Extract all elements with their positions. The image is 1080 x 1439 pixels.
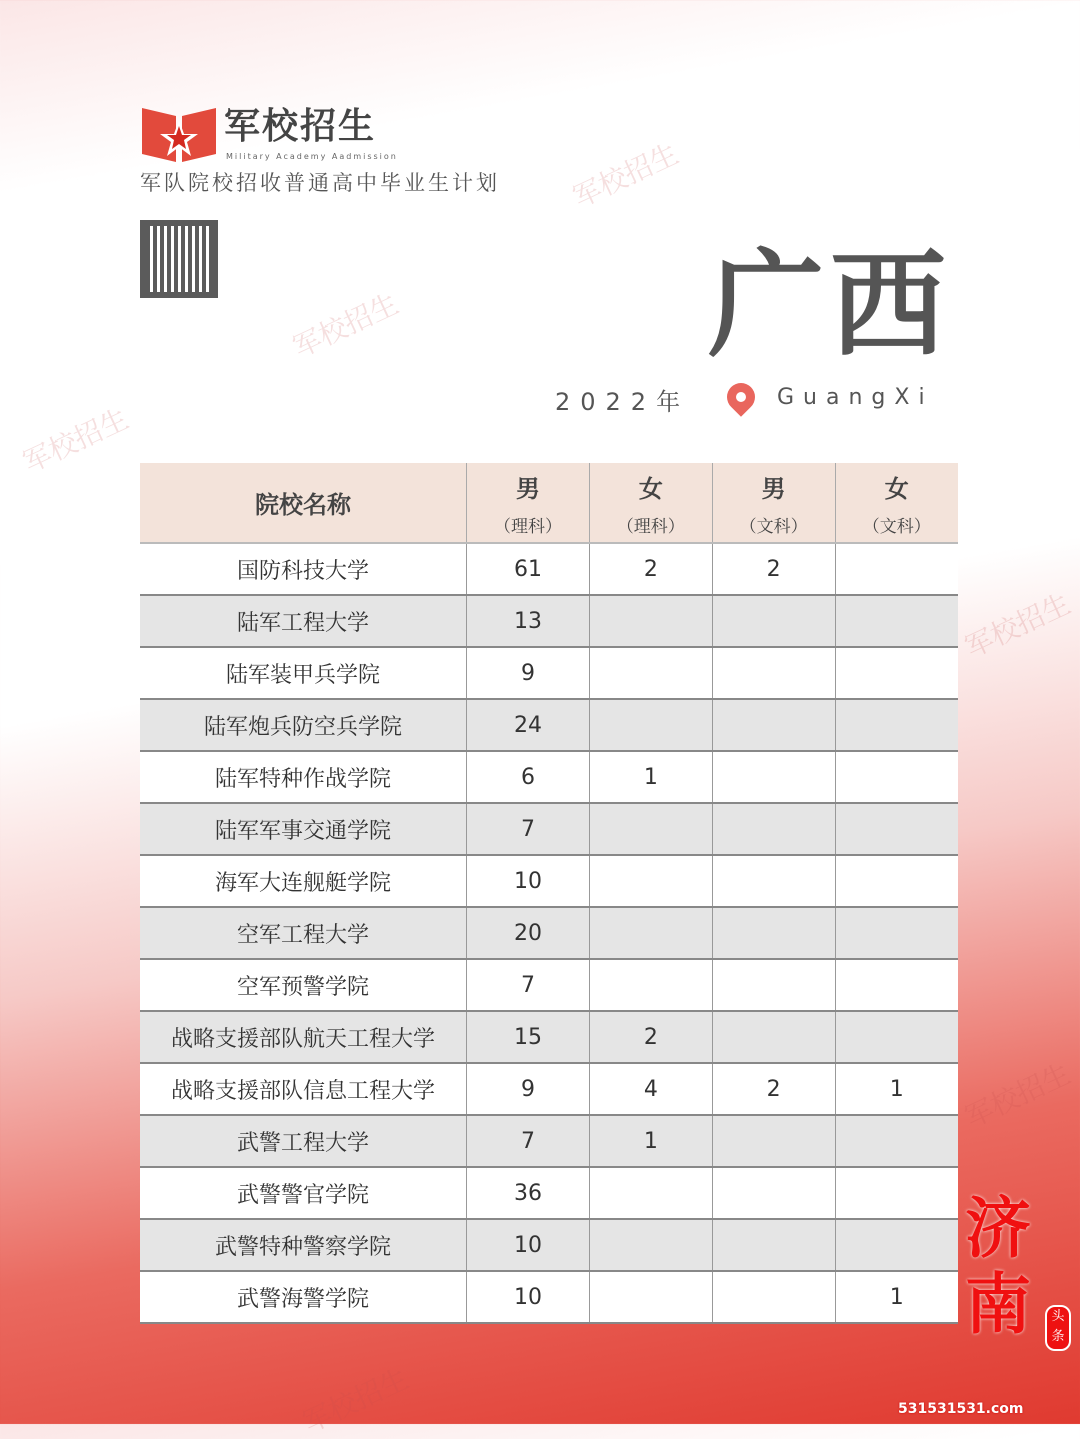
quota-cell [835,959,958,1011]
table-row [140,1219,958,1271]
column-header [712,463,835,543]
school-name-cell: 陆军装甲兵学院 [140,647,467,699]
column-header-sub: （理科） [493,516,562,537]
school-name-cell: 武警工程大学 [140,1115,467,1167]
quota-cell: 61 [467,543,590,595]
quota-cell [835,1219,958,1271]
quota-cell [835,543,958,595]
badge-logo: 济南 [965,1189,1031,1343]
watermark: 军校招生 [298,1361,414,1439]
quota-cell [712,1115,835,1167]
quota-cell [835,907,958,959]
school-name-cell: 武警警官学院 [140,1167,467,1219]
quota-cell: 4 [589,1063,712,1115]
quota-cell [589,1219,712,1271]
quota-cell [712,699,835,751]
table-row [140,751,958,803]
school-name-cell: 空军工程大学 [140,907,467,959]
column-header [467,463,590,543]
quota-cell: 9 [467,1063,590,1115]
school-name-cell: 陆军工程大学 [140,595,467,647]
quota-cell [835,751,958,803]
quota-cell [712,1167,835,1219]
badge-site: 531531531.com [898,1401,1024,1417]
column-header-main: 男 [761,474,786,503]
quota-cell: 1 [835,1063,958,1115]
quota-cell [835,855,958,907]
column-header [140,463,467,543]
quota-cell [835,803,958,855]
table-row [140,699,958,751]
table-row [140,907,958,959]
quota-cell: 13 [467,595,590,647]
qr-code [140,220,218,298]
quota-cell [712,647,835,699]
quota-cell: 10 [467,1219,590,1271]
watermark: 军校招生 [568,136,684,215]
watermark: 军校招生 [18,401,134,480]
quota-cell: 2 [589,1011,712,1063]
school-name-cell: 战略支援部队航天工程大学 [140,1011,467,1063]
quota-cell: 15 [467,1011,590,1063]
quota-cell [589,855,712,907]
quota-cell [589,1167,712,1219]
quota-cell [712,1011,835,1063]
quota-cell: 2 [589,543,712,595]
table-row [140,647,958,699]
quota-cell: 1 [589,751,712,803]
quota-cell: 2 [712,543,835,595]
quota-cell [835,1011,958,1063]
school-name-cell: 陆军炮兵防空兵学院 [140,699,467,751]
badge-tag: 头条 [1045,1305,1071,1351]
watermark: 军校招生 [960,1056,1076,1135]
quota-cell: 6 [467,751,590,803]
province-title: 广西 [708,237,952,373]
watermark: 军校招生 [960,586,1076,665]
quota-cell: 7 [467,803,590,855]
page-subtitle: 军队院校招收普通高中毕业生计划 [140,171,500,195]
table-row [140,803,958,855]
brand-subtitle-en: Military Academy Aadmission [226,152,398,161]
quota-cell: 1 [589,1115,712,1167]
school-name-cell: 武警特种警察学院 [140,1219,467,1271]
quota-cell [589,699,712,751]
quota-cell [712,1271,835,1323]
logo-icon [140,102,218,164]
column-header-sub: （理科） [616,516,685,537]
table-row [140,595,958,647]
quota-cell [589,647,712,699]
column-header-main: 女 [638,474,663,503]
quota-cell: 36 [467,1167,590,1219]
quota-cell: 7 [467,959,590,1011]
table-row [140,1011,958,1063]
table-row [140,1063,958,1115]
watermark: 军校招生 [288,286,404,365]
column-header-sub: （文科） [739,516,808,537]
quota-cell: 20 [467,907,590,959]
quota-cell [712,907,835,959]
quota-cell [835,595,958,647]
enrollment-table [140,463,958,1324]
quota-cell: 10 [467,1271,590,1323]
quota-cell [712,855,835,907]
quota-cell [712,959,835,1011]
quota-cell [712,803,835,855]
table-row [140,1115,958,1167]
school-name-cell: 武警海警学院 [140,1271,467,1323]
year-label: 2022年 [555,388,691,416]
location-pin-icon [721,377,761,417]
table-row [140,959,958,1011]
quota-cell: 24 [467,699,590,751]
table-row [140,1271,958,1323]
quota-cell: 7 [467,1115,590,1167]
column-header-sub: （文科） [862,516,931,537]
school-name-cell: 战略支援部队信息工程大学 [140,1063,467,1115]
province-en: GuangXi [777,385,934,410]
quota-cell [589,1271,712,1323]
quota-cell [712,751,835,803]
quota-cell [712,595,835,647]
quota-cell [589,803,712,855]
quota-cell: 9 [467,647,590,699]
table-row [140,1167,958,1219]
school-name-cell: 国防科技大学 [140,543,467,595]
brand-title: 军校招生 [224,106,377,147]
quota-cell: 2 [712,1063,835,1115]
quota-cell [712,1219,835,1271]
school-name-cell: 海军大连舰艇学院 [140,855,467,907]
school-name-cell: 陆军特种作战学院 [140,751,467,803]
quota-cell [835,1167,958,1219]
quota-cell [835,647,958,699]
column-header [589,463,712,543]
column-header [835,463,958,543]
quota-cell [835,699,958,751]
quota-cell: 1 [835,1271,958,1323]
quota-cell [589,595,712,647]
column-header-main: 女 [884,474,909,503]
quota-cell: 10 [467,855,590,907]
column-header-main: 男 [515,474,540,503]
school-name-cell: 陆军军事交通学院 [140,803,467,855]
table-row [140,543,958,595]
table-row [140,855,958,907]
quota-cell [835,1115,958,1167]
column-header-main: 院校名称 [255,491,352,519]
quota-cell [589,907,712,959]
quota-cell [589,959,712,1011]
school-name-cell: 空军预警学院 [140,959,467,1011]
